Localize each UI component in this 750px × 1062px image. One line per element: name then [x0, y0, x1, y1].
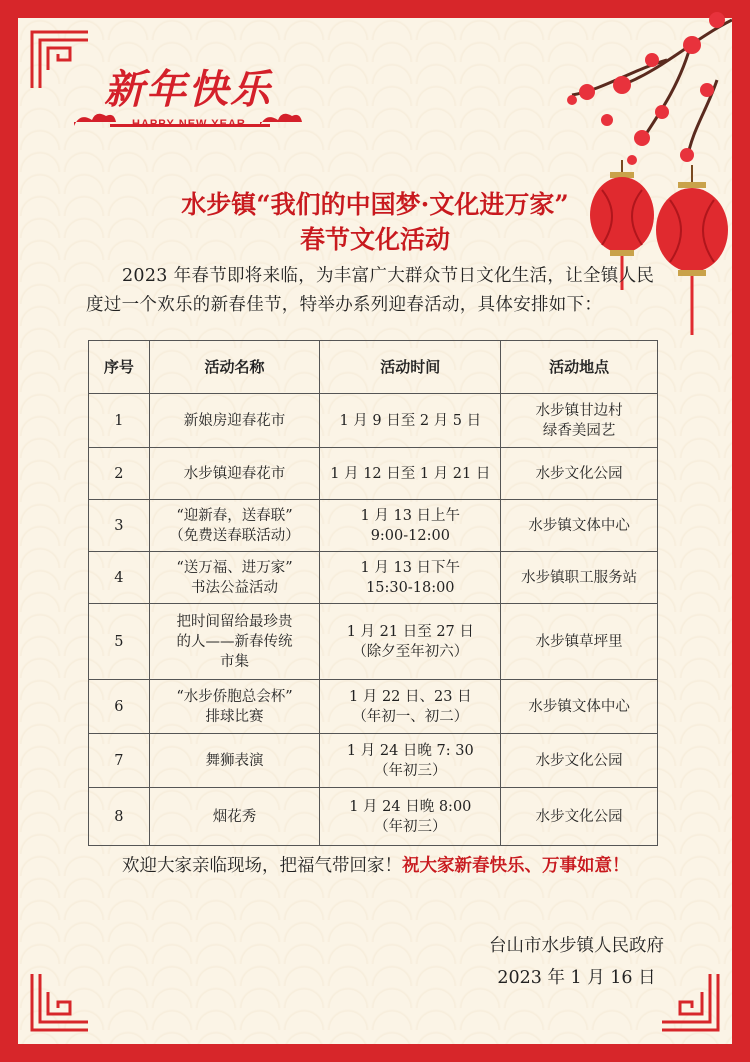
- cell-place-line: 水步镇草坪里: [535, 633, 623, 650]
- logo-english-text: HAPPY NEW YEAR: [132, 118, 246, 130]
- cell-place: [501, 552, 658, 604]
- cell-place: [501, 604, 658, 680]
- cell-no: 3: [89, 500, 150, 552]
- page-subtitle: 春节文化活动: [299, 225, 450, 254]
- cell-name-line: “送万福、进万家”: [176, 559, 293, 576]
- table-row: [89, 394, 658, 448]
- logo-chinese-text: 新年快乐: [104, 66, 272, 113]
- cell-place: [501, 500, 658, 552]
- cell-name-line: “迎新春，送春联”: [176, 507, 293, 524]
- cell-name: [149, 448, 320, 500]
- cell-no: 2: [89, 448, 150, 500]
- cell-place-line: 水步文化公园: [535, 465, 623, 482]
- table-row: [89, 448, 658, 500]
- cell-time-line: （除夕至年初六）: [352, 643, 469, 660]
- table-row: [89, 680, 658, 734]
- table-row: [89, 734, 658, 788]
- header-no: 序号: [89, 341, 150, 394]
- cell-place-line: 水步文化公园: [535, 808, 623, 825]
- table-header-row: [89, 341, 658, 394]
- cell-no: 6: [89, 680, 150, 734]
- lattice-corner-bottom-right: [660, 972, 720, 1032]
- header-name: 活动名称: [149, 341, 320, 394]
- cell-time-line: （年初一、初二）: [352, 708, 469, 725]
- cell-no: 5: [89, 604, 150, 680]
- cell-place: [501, 788, 658, 846]
- cell-name: [149, 500, 320, 552]
- cell-name-line: （免费送春联活动）: [169, 527, 300, 544]
- cell-time-line: （年初三）: [374, 762, 447, 779]
- cell-place: [501, 394, 658, 448]
- cell-name-line: 的人——新春传统: [176, 633, 293, 650]
- cell-name: [149, 552, 320, 604]
- cell-place-line: 水步镇职工服务站: [521, 569, 638, 586]
- cell-name-line: 新娘房迎春花市: [183, 412, 286, 429]
- cell-time: [320, 448, 501, 500]
- cell-time-line: 1 月 9 日至 2 月 5 日: [339, 412, 482, 429]
- cell-time: [320, 500, 501, 552]
- table-row: [89, 500, 658, 552]
- cell-name: [149, 604, 320, 680]
- cell-time: [320, 552, 501, 604]
- cell-place-line: 水步镇文体中心: [528, 517, 630, 534]
- cell-no: 7: [89, 734, 150, 788]
- header-place: 活动地点: [501, 341, 658, 394]
- lattice-corner-bottom-left: [30, 972, 90, 1032]
- cell-place-line: 绿香美园艺: [542, 422, 616, 439]
- page-title: 水步镇“我们的中国梦·文化进万家”: [181, 190, 569, 219]
- intro-paragraph: 2023 年春节即将来临，为丰富广大群众节日文化生活，让全镇人民度过一个欢乐的新春佳节，特举办系列迎春活动，具体安排如下：: [86, 266, 655, 315]
- cell-name-line: 书法公益活动: [190, 579, 278, 596]
- signature-org: 台山市水步镇人民政府: [489, 936, 664, 956]
- cell-no: 4: [89, 552, 150, 604]
- cell-name-line: 排球比赛: [205, 708, 264, 725]
- closing-wish: 祝大家新春快乐、万事如意！: [402, 856, 630, 876]
- cell-time-line: 1 月 22 日、23 日: [349, 688, 472, 705]
- cell-name-line: 水步镇迎春花市: [183, 465, 286, 482]
- cell-time-line: 1 月 24 日晚 8:00: [349, 798, 472, 815]
- cell-name-line: 烟花秀: [212, 808, 257, 825]
- cell-time: [320, 394, 501, 448]
- cell-time-line: 15:30-18:00: [366, 579, 455, 596]
- table-row: [89, 604, 658, 680]
- closing-paragraph: [86, 852, 671, 881]
- cell-place: [501, 734, 658, 788]
- cell-place: [501, 680, 658, 734]
- cell-time-line: 1 月 21 日至 27 日: [346, 623, 474, 640]
- cell-time: [320, 680, 501, 734]
- signature-block: [489, 930, 664, 994]
- cell-name-line: 舞狮表演: [205, 752, 264, 769]
- cell-place-line: 水步镇甘边村: [535, 402, 623, 419]
- table-row: [89, 552, 658, 604]
- table-row: [89, 788, 658, 846]
- cell-name: [149, 734, 320, 788]
- cell-time: [320, 788, 501, 846]
- cell-name-line: “水步侨胞总会杯”: [176, 688, 293, 705]
- cell-time-line: 1 月 13 日下午: [360, 559, 461, 576]
- signature-date: 2023 年 1 月 16 日: [497, 968, 656, 988]
- header-time: 活动时间: [320, 341, 501, 394]
- cell-name: [149, 788, 320, 846]
- cell-no: 1: [89, 394, 150, 448]
- activity-table: [88, 340, 658, 846]
- cell-place: [501, 448, 658, 500]
- cell-time-line: 9:00-12:00: [370, 527, 450, 544]
- cell-place-line: 水步文化公园: [535, 752, 623, 769]
- cell-name-line: 把时间留给最珍贵: [176, 613, 293, 630]
- cell-time-line: （年初三）: [374, 818, 447, 835]
- cell-no: 8: [89, 788, 150, 846]
- cell-name: [149, 394, 320, 448]
- cell-time: [320, 734, 501, 788]
- cell-place-line: 水步镇文体中心: [528, 698, 630, 715]
- cell-name-line: 市集: [219, 653, 249, 670]
- new-year-logo: [70, 58, 320, 138]
- cell-time-line: 1 月 12 日至 1 月 21 日: [330, 465, 491, 482]
- cell-name: [149, 680, 320, 734]
- cell-time-line: 1 月 13 日上午: [360, 507, 461, 524]
- cell-time: [320, 604, 501, 680]
- cell-time-line: 1 月 24 日晚 7: 30: [346, 742, 474, 759]
- closing-text: 欢迎大家亲临现场，把福气带回家！: [122, 856, 402, 876]
